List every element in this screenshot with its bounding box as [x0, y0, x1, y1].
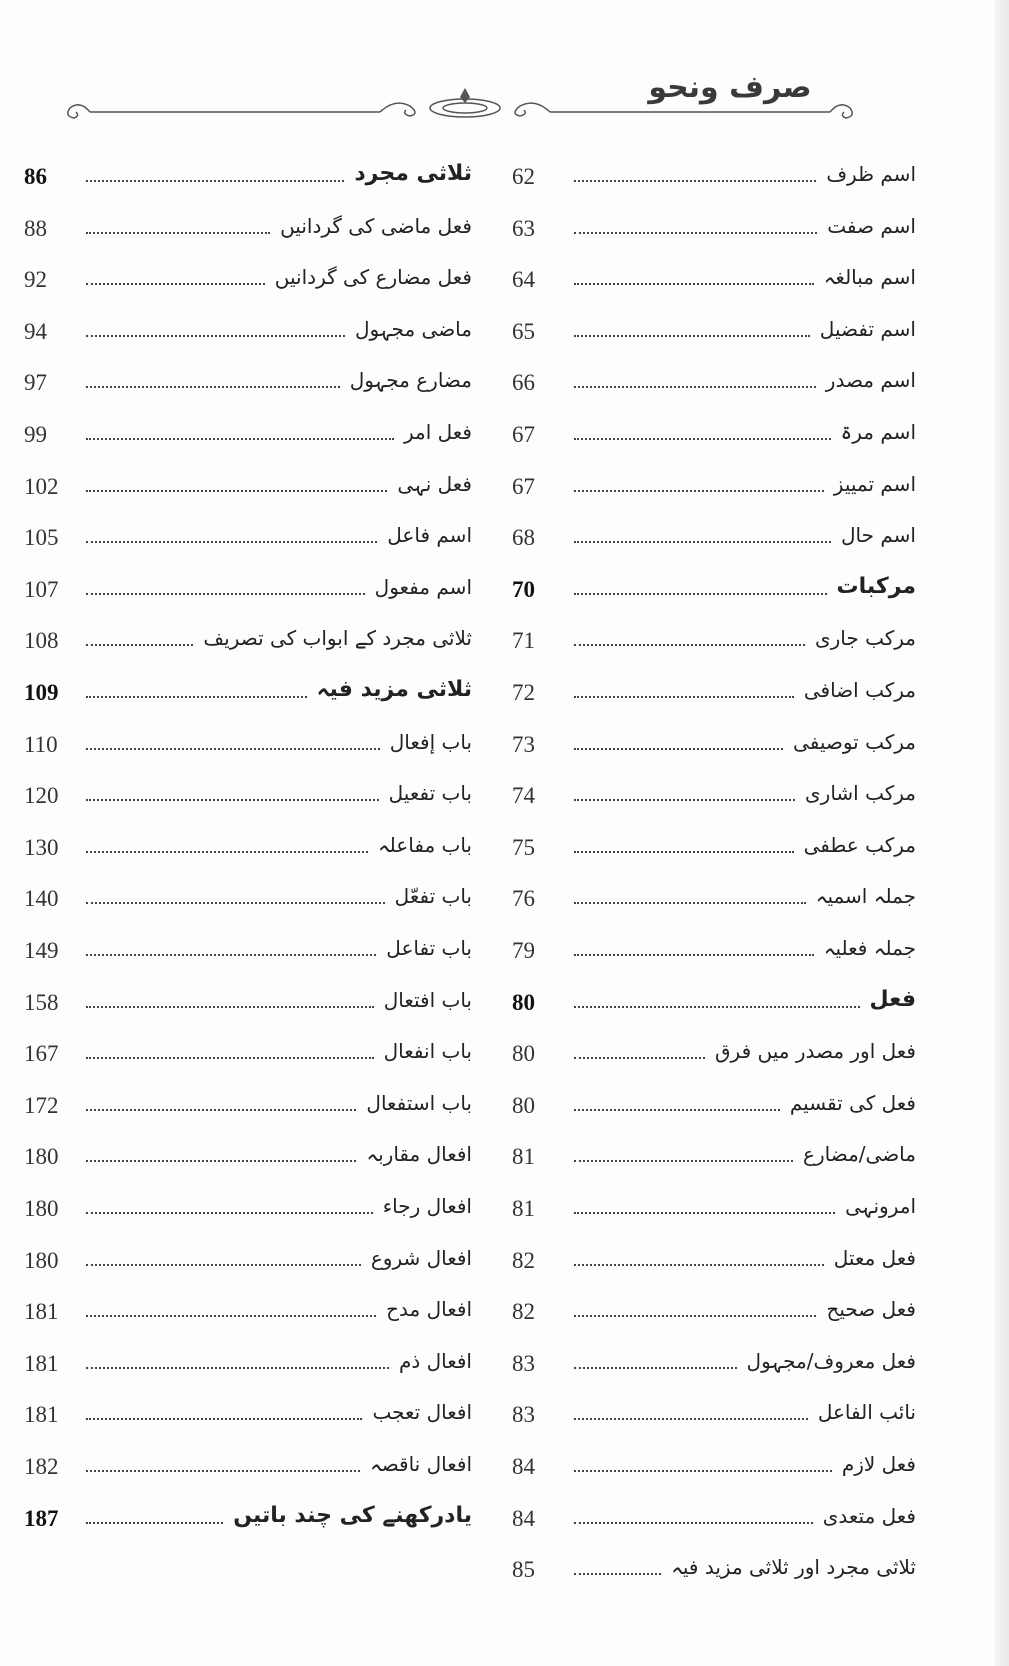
- toc-entry: [24, 356, 472, 396]
- toc-entry: [24, 924, 472, 964]
- toc-entry: [512, 1234, 916, 1274]
- dot-leader: [574, 490, 824, 492]
- dot-leader: [86, 1315, 376, 1317]
- entry-title: افعال مقاربہ: [366, 1142, 472, 1167]
- page-number: 67: [512, 473, 535, 499]
- page-number: 84: [512, 1505, 535, 1531]
- entry-title: اسم تمییز: [833, 471, 916, 496]
- entry-title: جملہ فعلیہ: [823, 936, 916, 960]
- entry-title: باب مفاعلہ: [377, 832, 472, 857]
- page-number: 73: [512, 731, 535, 757]
- dot-leader: [574, 386, 816, 388]
- dot-leader: [86, 1418, 362, 1420]
- entry-title: فعل: [869, 986, 916, 1012]
- toc-entry: [512, 253, 916, 293]
- page-number: 85: [512, 1557, 535, 1583]
- page-number: 82: [512, 1247, 535, 1273]
- dot-leader: [86, 335, 345, 337]
- page-number: 63: [512, 215, 535, 241]
- toc-entry: [24, 202, 472, 242]
- page-number: 81: [512, 1144, 535, 1170]
- page-number: 92: [24, 267, 47, 293]
- dot-leader: [86, 902, 385, 904]
- entry-title: باب تفعّل: [394, 884, 472, 909]
- toc-entry: [512, 976, 916, 1016]
- dot-leader: [86, 954, 376, 956]
- entry-title: مرکب عطفی: [803, 832, 916, 857]
- dot-leader: [86, 1367, 389, 1369]
- entry-title: فعل کی تقسیم: [789, 1090, 916, 1115]
- entry-title: باب افتعال: [383, 987, 472, 1012]
- page-number: 79: [512, 938, 535, 963]
- entry-title: ماضی مجہول: [354, 316, 472, 341]
- entry-title: ثلاثی مجرد کے ابواب کی تصریف: [203, 626, 472, 651]
- dot-leader: [574, 1160, 793, 1162]
- dot-leader: [574, 1522, 813, 1524]
- dot-leader: [86, 1522, 223, 1524]
- entry-title: جملہ اسمیہ: [815, 884, 916, 909]
- dot-leader: [574, 541, 831, 543]
- toc-entry: [24, 1027, 472, 1067]
- entry-title: اسم مرۃ: [840, 420, 916, 444]
- toc-entry: [24, 305, 472, 345]
- dot-leader: [574, 180, 816, 182]
- entry-title: مضارع مجہول: [349, 368, 472, 393]
- entry-title: ثلاثی مجرد: [354, 161, 472, 186]
- page-number: 181: [24, 1350, 59, 1376]
- entry-title: مرکب اضافی: [803, 678, 916, 702]
- page-number: 71: [512, 628, 535, 654]
- entry-title: فعل مضارع کی گردانیں: [274, 265, 472, 290]
- entry-title: باب إفعال: [389, 729, 472, 754]
- toc-entry: [512, 1492, 916, 1532]
- page-number: 172: [24, 1092, 59, 1118]
- dot-leader: [86, 1006, 374, 1008]
- page-number: 181: [24, 1402, 59, 1428]
- toc-entry: [24, 666, 472, 706]
- toc-entry: [24, 976, 472, 1016]
- toc-entry: [24, 563, 472, 603]
- entry-title: فعل معتل: [833, 1245, 916, 1270]
- page-number: 108: [24, 628, 59, 654]
- page-number: 76: [512, 886, 535, 912]
- dot-leader: [574, 1418, 808, 1420]
- entry-title: افعال رجاء: [382, 1194, 472, 1218]
- header-ornament: [50, 88, 870, 128]
- page-number: 62: [512, 164, 535, 189]
- page-number: 80: [512, 1092, 535, 1118]
- dot-leader: [574, 1573, 661, 1575]
- page-number: 187: [24, 1505, 59, 1531]
- toc-entry: [24, 1234, 472, 1274]
- dot-leader: [574, 851, 794, 853]
- dot-leader: [86, 1470, 360, 1472]
- page-edge: [995, 0, 1009, 1666]
- page-number: 74: [512, 783, 535, 809]
- dot-leader: [574, 954, 814, 956]
- page-number: 67: [512, 422, 535, 447]
- page-number: 65: [512, 318, 535, 344]
- toc-entry: [512, 924, 916, 964]
- entry-title: ثلاثی مجرد اور ثلاثی مزید فیہ: [671, 1555, 916, 1580]
- toc-entry: [512, 1079, 916, 1119]
- page-number: 107: [24, 576, 59, 602]
- toc-entry: [512, 1182, 916, 1222]
- toc-entry: [512, 1027, 916, 1067]
- toc-entry: [512, 1543, 916, 1583]
- dot-leader: [574, 283, 814, 285]
- toc-entry: [24, 1285, 472, 1325]
- dot-leader: [86, 1057, 374, 1059]
- entry-title: امرونہی: [845, 1194, 916, 1218]
- dot-leader: [574, 335, 810, 337]
- page-number: 66: [512, 370, 535, 396]
- toc-entry: [24, 1388, 472, 1428]
- entry-title: فعل نہی: [397, 471, 472, 496]
- toc-entry: [24, 614, 472, 654]
- toc-entry: [24, 872, 472, 912]
- entry-title: اسم ظرف: [826, 162, 916, 186]
- entry-title: اسم مفعول: [374, 574, 472, 599]
- dot-leader: [86, 541, 377, 543]
- entry-title: ثلاثی مزید فیہ: [316, 677, 472, 702]
- dot-leader: [86, 386, 340, 388]
- toc-entry: [24, 1440, 472, 1480]
- entry-title: نائب الفاعل: [817, 1400, 916, 1425]
- dot-leader: [574, 1264, 824, 1266]
- dot-leader: [86, 644, 193, 646]
- entry-title: باب انفعال: [383, 1039, 472, 1064]
- dot-leader: [86, 799, 379, 801]
- toc-entry: [24, 460, 472, 500]
- entry-title: فعل متعدی: [822, 1503, 916, 1528]
- dot-leader: [86, 438, 394, 440]
- toc-entry: [24, 718, 472, 758]
- toc-entry: [24, 1130, 472, 1170]
- page-number: 130: [24, 834, 59, 860]
- page-number: 97: [24, 370, 47, 396]
- dot-leader: [574, 1470, 832, 1472]
- dot-leader: [574, 593, 827, 595]
- entry-title: افعال تعجب: [372, 1400, 472, 1425]
- dot-leader: [86, 696, 307, 698]
- toc-entry: [24, 1337, 472, 1377]
- page-number: 181: [24, 1299, 59, 1325]
- entry-title: افعال ذم: [398, 1348, 472, 1373]
- toc-entry: [512, 511, 916, 551]
- page-number: 110: [24, 731, 58, 757]
- dot-leader: [86, 232, 270, 234]
- page-number: 80: [512, 1041, 535, 1067]
- toc-entry: [24, 253, 472, 293]
- dot-leader: [86, 490, 387, 492]
- toc-entry: [512, 356, 916, 396]
- dot-leader: [574, 799, 795, 801]
- page-number: 82: [512, 1299, 535, 1325]
- dot-leader: [574, 1315, 816, 1317]
- toc-entry: [512, 718, 916, 758]
- entry-title: مرکب جاری: [814, 626, 916, 651]
- toc-entry: [512, 1285, 916, 1325]
- toc-entry: [24, 1182, 472, 1222]
- entry-title: اسم مصدر: [825, 368, 916, 393]
- toc-entry: [24, 1492, 472, 1532]
- entry-title: اسم تفضیل: [819, 316, 916, 341]
- entry-title: باب تفاعل: [386, 936, 472, 960]
- toc-entry: [512, 769, 916, 809]
- entry-title: مرکب توصیفی: [793, 729, 916, 754]
- dot-leader: [86, 1264, 361, 1266]
- entry-title: اسم مبالغہ: [823, 265, 916, 290]
- entry-title: فعل لازم: [841, 1452, 916, 1476]
- toc-entry: [512, 666, 916, 706]
- entry-title: فعل معروف/مجہول: [746, 1348, 916, 1373]
- page-number: 102: [24, 473, 59, 499]
- toc-entry: [512, 1337, 916, 1377]
- page-number: 94: [24, 318, 47, 344]
- dot-leader: [574, 1057, 705, 1059]
- dot-leader: [574, 748, 783, 750]
- toc-entry: [512, 563, 916, 603]
- dot-leader: [574, 1006, 860, 1008]
- page-number: 180: [24, 1144, 59, 1170]
- toc-entry: [512, 614, 916, 654]
- page-title: صرف ونحو: [648, 70, 812, 105]
- dot-leader: [574, 232, 817, 234]
- page-number: 167: [24, 1041, 59, 1067]
- page-number: 149: [24, 938, 59, 963]
- dot-leader: [86, 1160, 356, 1162]
- toc-entry: [24, 150, 472, 190]
- toc-entry: [512, 1440, 916, 1480]
- page-number: 120: [24, 783, 59, 809]
- entry-title: فعل ماضی کی گردانیں: [280, 213, 472, 238]
- dot-leader: [574, 1367, 737, 1369]
- entry-title: افعال شروع: [370, 1245, 472, 1270]
- dot-leader: [574, 696, 794, 698]
- dot-leader: [574, 644, 805, 646]
- page-number: 84: [512, 1454, 535, 1479]
- entry-title: اسم فاعل: [387, 523, 472, 548]
- toc-entry: [512, 460, 916, 500]
- toc-entry: [512, 1130, 916, 1170]
- dot-leader: [574, 438, 831, 440]
- dot-leader: [86, 1212, 373, 1214]
- page-number: 81: [512, 1196, 535, 1221]
- dot-leader: [86, 1109, 356, 1111]
- entry-title: باب استفعال: [366, 1090, 472, 1115]
- entry-title: اسم حال: [841, 523, 916, 548]
- page-number: 180: [24, 1247, 59, 1273]
- page-number: 105: [24, 525, 59, 551]
- entry-title: فعل امر: [403, 420, 472, 444]
- page-number: 70: [512, 576, 535, 602]
- page-number: 88: [24, 215, 47, 241]
- page-number: 180: [24, 1196, 59, 1221]
- page-number: 83: [512, 1350, 535, 1376]
- toc-entry: [512, 305, 916, 345]
- toc-entry: [24, 1079, 472, 1119]
- page-number: 68: [512, 525, 535, 551]
- page-number: 182: [24, 1454, 59, 1479]
- toc-entry: [512, 202, 916, 242]
- entry-title: فعل صحیح: [826, 1297, 916, 1322]
- entry-title: یادرکھنے کی چند باتیں: [233, 1502, 472, 1528]
- dot-leader: [574, 1212, 835, 1214]
- entry-title: باب تفعیل: [388, 781, 472, 806]
- page-number: 99: [24, 422, 47, 447]
- toc-entry: [24, 821, 472, 861]
- page-number: 64: [512, 267, 535, 293]
- toc-entry: [512, 872, 916, 912]
- entry-title: مرکبات: [836, 573, 916, 599]
- dot-leader: [86, 748, 380, 750]
- page-number: 140: [24, 886, 59, 912]
- dot-leader: [86, 283, 265, 285]
- entry-title: اسم صفت: [827, 213, 916, 238]
- entry-title: افعال مدح: [386, 1297, 472, 1322]
- dot-leader: [574, 902, 806, 904]
- entry-title: مرکب اشاری: [805, 781, 916, 806]
- dot-leader: [574, 1109, 780, 1111]
- entry-title: ماضی/مضارع: [803, 1142, 916, 1167]
- toc-entry: [24, 408, 472, 448]
- page-number: 158: [24, 989, 59, 1015]
- page-number: 83: [512, 1402, 535, 1428]
- page-number: 86: [24, 164, 47, 189]
- dot-leader: [86, 851, 368, 853]
- entry-title: فعل اور مصدر میں فرق: [715, 1039, 916, 1064]
- page-number: 80: [512, 989, 535, 1015]
- page-number: 109: [24, 680, 59, 705]
- toc-entry: [24, 769, 472, 809]
- dot-leader: [86, 180, 344, 182]
- entry-title: افعال ناقصہ: [369, 1452, 472, 1476]
- page-number: 75: [512, 834, 535, 860]
- toc-entry: [512, 408, 916, 448]
- toc-entry: [512, 1388, 916, 1428]
- dot-leader: [86, 593, 365, 595]
- toc-entry: [512, 821, 916, 861]
- page-number: 72: [512, 680, 535, 705]
- toc-entry: [24, 511, 472, 551]
- toc-entry: [512, 150, 916, 190]
